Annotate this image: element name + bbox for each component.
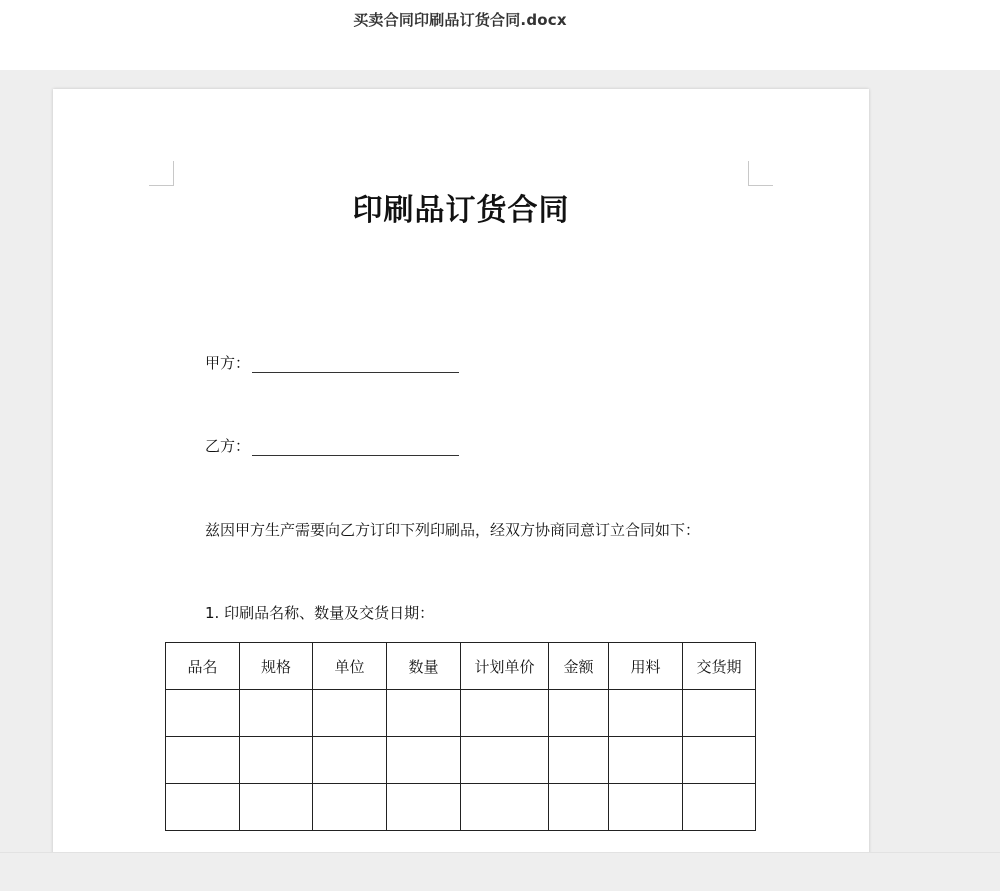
table-cell [387, 784, 461, 831]
table-cell [240, 737, 313, 784]
party-a-field [205, 352, 459, 373]
table-cell [549, 784, 609, 831]
table-row [166, 784, 756, 831]
table-header-cell: 金额 [549, 643, 609, 690]
table-cell [387, 737, 461, 784]
table-cell [240, 784, 313, 831]
party-b-blank-line [252, 441, 459, 456]
table-cell [683, 690, 756, 737]
table-row [166, 737, 756, 784]
order-table [165, 642, 756, 831]
bottom-bar [0, 852, 1000, 891]
table-cell [240, 690, 313, 737]
table-cell [313, 737, 387, 784]
table-cell [609, 784, 683, 831]
section-1-heading: 1. 印刷品名称、数量及交货日期： [205, 604, 435, 622]
table-cell [549, 737, 609, 784]
table-cell [609, 737, 683, 784]
table-cell [387, 690, 461, 737]
document-viewer[interactable] [0, 70, 1000, 890]
table-cell [166, 690, 240, 737]
table-header-row [166, 643, 756, 690]
table-row [166, 690, 756, 737]
table-header-cell: 计划单价 [461, 643, 549, 690]
table-cell [461, 784, 549, 831]
table-cell [313, 784, 387, 831]
party-a-blank-line [252, 358, 459, 373]
table-header-cell: 品名 [166, 643, 240, 690]
file-title: 买卖合同印刷品订货合同.docx [353, 11, 567, 29]
margin-corner-mark-right [748, 161, 773, 186]
table-cell [683, 737, 756, 784]
title-bar [0, 0, 1000, 70]
table-cell [313, 690, 387, 737]
party-b-field [205, 435, 459, 456]
table-header-cell: 数量 [387, 643, 461, 690]
table-cell [166, 737, 240, 784]
table-cell [461, 690, 549, 737]
party-b-label: 乙方： [205, 437, 251, 455]
table-header-cell: 规格 [240, 643, 313, 690]
document-page[interactable] [53, 89, 869, 869]
intro-paragraph: 兹因甲方生产需要向乙方订印下列印刷品，经双方协商同意订立合同如下： [205, 521, 701, 539]
table-cell [461, 737, 549, 784]
table-header-cell: 单位 [313, 643, 387, 690]
party-a-label: 甲方： [205, 354, 251, 372]
table-cell [549, 690, 609, 737]
table-header-cell: 用料 [609, 643, 683, 690]
margin-corner-mark-left [149, 161, 174, 186]
document-title: 印刷品订货合同 [352, 193, 570, 228]
table-cell [166, 784, 240, 831]
table-cell [683, 784, 756, 831]
table-cell [609, 690, 683, 737]
table-header-cell: 交货期 [683, 643, 756, 690]
